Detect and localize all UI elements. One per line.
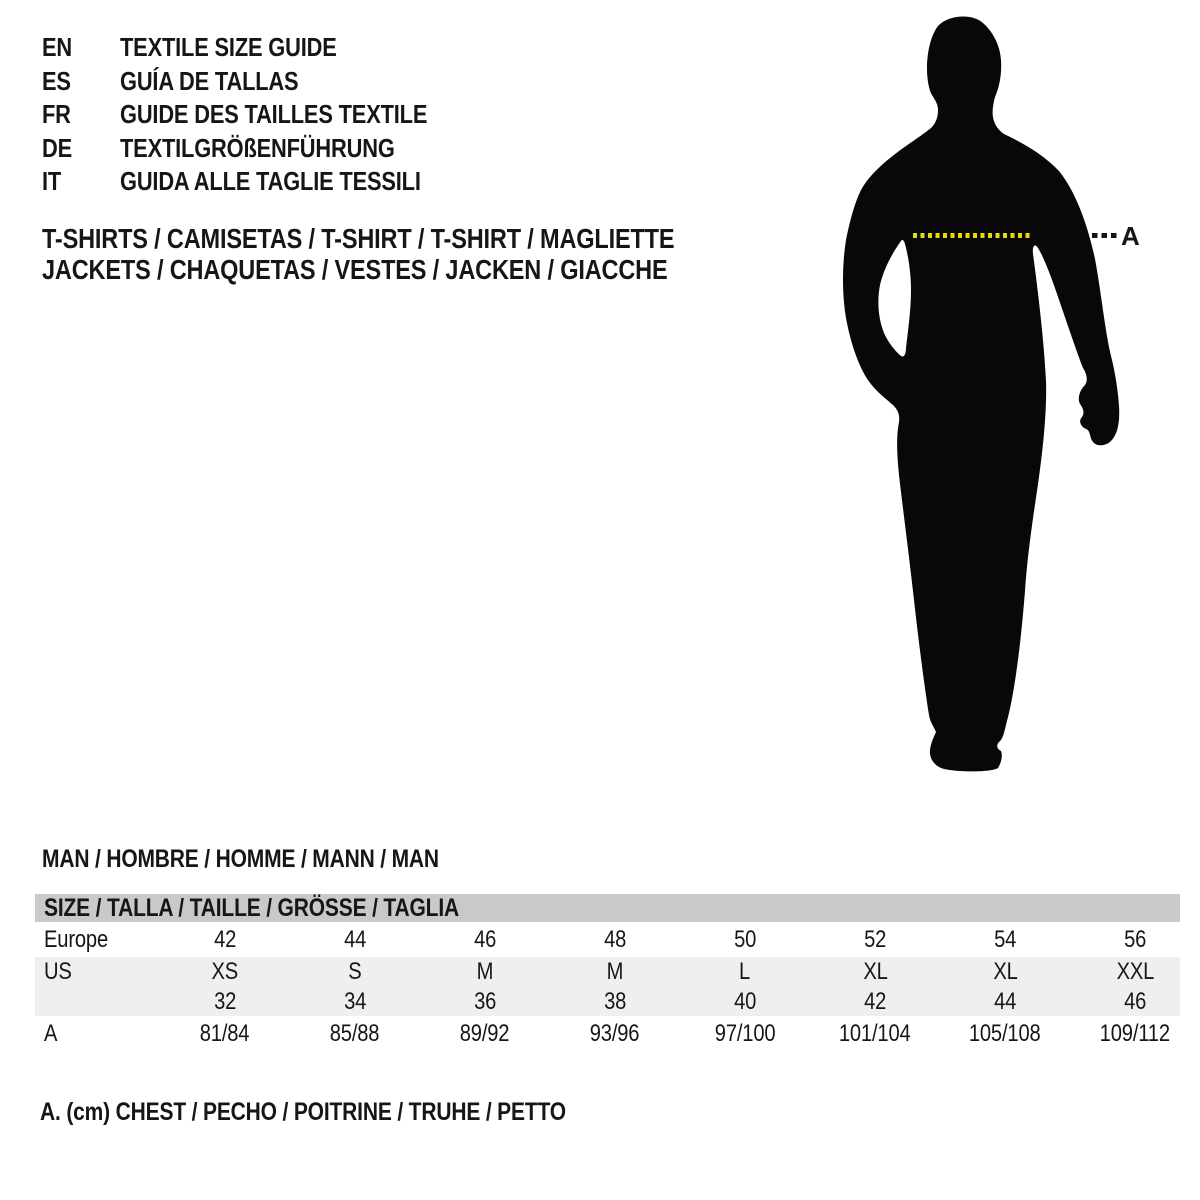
table-row-chest-a xyxy=(35,1016,1200,1052)
cell: L xyxy=(739,958,751,985)
cell: 101/104 xyxy=(839,1020,911,1047)
chest-measure-dotted-line xyxy=(913,233,1030,238)
language-row xyxy=(42,98,486,132)
measure-pointer-dashes xyxy=(1092,233,1119,238)
table-row-numeric xyxy=(35,987,1200,1016)
category-line-tshirts: T-SHIRTS / CAMISETAS / T-SHIRT / T-SHIRT / MAGLIETTE xyxy=(42,222,675,254)
cell: 48 xyxy=(603,925,627,953)
cell: 89/92 xyxy=(460,1020,510,1047)
cell: 105/108 xyxy=(969,1020,1041,1047)
cell: M xyxy=(606,958,624,985)
language-title: TEXTILE SIZE GUIDE xyxy=(120,32,337,63)
cell: 52 xyxy=(863,925,887,953)
man-silhouette-svg xyxy=(820,0,1140,800)
size-table xyxy=(35,894,1200,1052)
size-table-header-label: SIZE / TALLA / TAILLE / GRÖSSE / TAGLIA xyxy=(44,894,459,922)
cell: XL xyxy=(992,958,1018,985)
language-row xyxy=(42,132,486,166)
language-row xyxy=(42,31,486,65)
row-label: A xyxy=(44,1020,58,1047)
cell: 81/84 xyxy=(200,1020,250,1047)
language-row xyxy=(42,165,486,199)
language-title: GUIDE DES TAILLES TEXTILE xyxy=(120,99,428,130)
cell: 97/100 xyxy=(714,1020,776,1047)
cell: 56 xyxy=(1123,925,1147,953)
language-row xyxy=(42,65,486,99)
language-list xyxy=(42,31,486,199)
cell: 44 xyxy=(343,925,367,953)
cell: 36 xyxy=(473,987,497,1015)
table-row-us xyxy=(35,957,1200,987)
size-table-header-bar xyxy=(35,894,1200,922)
cell: 54 xyxy=(993,925,1017,953)
language-title: TEXTILGRÖßENFÜHRUNG xyxy=(120,132,395,163)
cell: 93/96 xyxy=(590,1020,640,1047)
language-code: ES xyxy=(42,65,71,96)
cell: 85/88 xyxy=(330,1020,380,1047)
cell: 32 xyxy=(213,987,237,1015)
language-code: DE xyxy=(42,132,73,163)
cell: 34 xyxy=(343,987,367,1015)
man-silhouette-figure xyxy=(820,0,1140,800)
row-label: US xyxy=(44,958,72,985)
language-title: GUÍA DE TALLAS xyxy=(120,65,299,96)
cell: S xyxy=(348,958,362,985)
table-row-europe xyxy=(35,922,1200,957)
cell: 50 xyxy=(733,925,757,953)
section-heading-man: MAN / HOMBRE / HOMME / MANN / MAN xyxy=(42,845,439,873)
cell: 42 xyxy=(863,987,887,1015)
cell: XL xyxy=(862,958,888,985)
cell: 44 xyxy=(993,987,1017,1015)
cell: 46 xyxy=(473,925,497,953)
row-label: Europe xyxy=(44,925,109,953)
language-code: EN xyxy=(42,32,73,63)
language-title: GUIDA ALLE TAGLIE TESSILI xyxy=(120,166,421,197)
language-code: IT xyxy=(42,166,62,197)
cell: XS xyxy=(211,958,239,985)
category-list xyxy=(42,223,795,285)
measurement-footnote: A. (cm) CHEST / PECHO / POITRINE / TRUHE / PETTO xyxy=(40,1098,566,1126)
cell: XXL xyxy=(1116,958,1154,985)
cell: 42 xyxy=(213,925,237,953)
cell: M xyxy=(476,958,494,985)
measure-label-a: A xyxy=(1121,221,1140,251)
language-code: FR xyxy=(42,99,71,130)
cell: 46 xyxy=(1123,987,1147,1015)
cell: 109/112 xyxy=(1099,1020,1171,1047)
cell: 40 xyxy=(733,987,757,1015)
category-line-jackets: JACKETS / CHAQUETAS / VESTES / JACKEN / GIACCHE xyxy=(42,253,668,285)
cell: 38 xyxy=(603,987,627,1015)
